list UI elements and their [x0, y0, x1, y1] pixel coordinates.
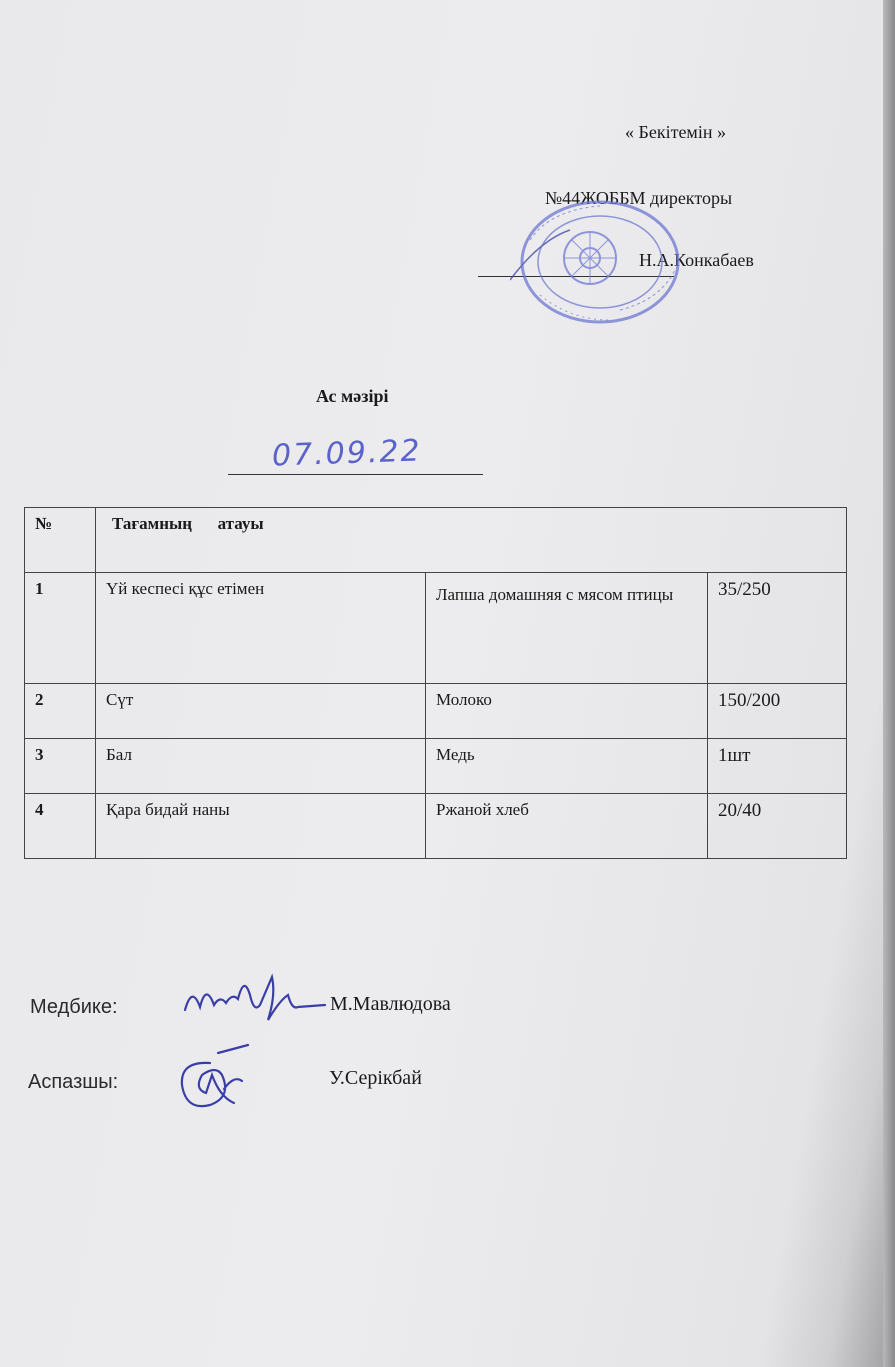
row-number: 2 [25, 684, 96, 739]
header-number: № [25, 508, 96, 573]
row-number: 1 [25, 573, 96, 684]
dish-name-russian: Ржаной хлеб [426, 794, 708, 859]
cook-label: Аспазшы: [28, 1071, 119, 1093]
handwritten-date: 07.09.22 [271, 433, 423, 474]
table-row [25, 573, 847, 684]
menu-table [24, 507, 847, 859]
cook-signature-icon [172, 1035, 252, 1115]
cook-name: У.Серікбай [329, 1067, 422, 1089]
dish-name-kazakh: Сүт [96, 684, 426, 739]
dish-name-kazakh: Үй кеспесі құс етімен [96, 573, 426, 684]
portion: 1шт [708, 739, 847, 794]
portion: 150/200 [708, 684, 847, 739]
row-number: 3 [25, 739, 96, 794]
dish-name-kazakh: Қара бидай наны [96, 794, 426, 859]
dish-name-russian: Молоко [426, 684, 708, 739]
dish-name-russian [426, 573, 708, 684]
table-row [25, 739, 847, 794]
date-underline [228, 474, 483, 475]
document-title: Ас мәзірі [316, 386, 389, 406]
portion: 35/250 [708, 573, 847, 684]
director-position: №44ЖОББМ директоры [545, 188, 733, 208]
nurse-label: Медбике: [30, 996, 118, 1018]
director-name: Н.А.Конкабаев [639, 250, 754, 270]
header-dish-name: Тағамның атауы [96, 508, 847, 573]
approval-heading: « Бекітемін » [625, 122, 726, 142]
dish-name-kazakh: Бал [96, 739, 426, 794]
table-row [25, 684, 847, 739]
nurse-signature-icon [180, 965, 330, 1035]
portion: 20/40 [708, 794, 847, 859]
dish-name-russian: Медь [426, 739, 708, 794]
page-edge [883, 0, 895, 1367]
table-row [25, 794, 847, 859]
row-number: 4 [25, 794, 96, 859]
dish-name-russian-text: Лапша домашняя с мясом птицы [436, 585, 674, 604]
official-stamp-icon [510, 200, 690, 350]
table-header-row [25, 508, 847, 573]
nurse-name: М.Мавлюдова [330, 993, 451, 1015]
